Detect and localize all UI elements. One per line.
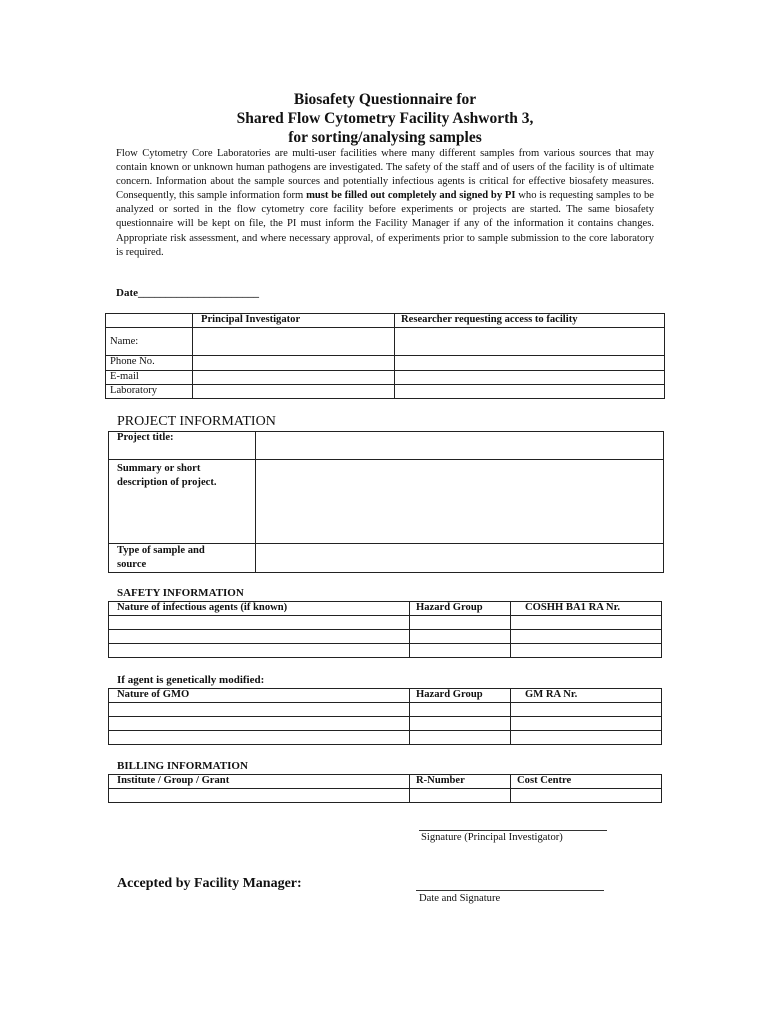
gm-ra-cell[interactable] [511, 703, 662, 717]
intro-text-2: who is requesting samples to be analyzed or sorted in the flow cytometry core facility before experiments or projects are started. The same biosafety questionnaire will be kept on file, the PI must inform the Facility Manager if any of the information it contains changes. Appropriate risk assessment, and where necessary approval, of experiments prior to sample submission to the core laboratory is required. [116, 190, 655, 258]
gmo-cell[interactable] [109, 731, 410, 745]
researcher-email-cell[interactable] [395, 371, 665, 385]
project-table [108, 431, 664, 573]
title-line-3: for sorting/analysing samples [288, 129, 482, 146]
agent-cell[interactable] [109, 616, 410, 630]
col-header-gm-ra: GM RA Nr. [511, 689, 662, 703]
gmo-cell[interactable] [109, 717, 410, 731]
sample-label-line-1: Type of sample and [117, 545, 205, 556]
safety-heading: SAFETY INFORMATION [117, 587, 244, 599]
title-line-2: Shared Flow Cytometry Facility Ashworth 3, [236, 110, 534, 127]
pi-signature-line[interactable] [419, 830, 607, 831]
agent-cell[interactable] [109, 644, 410, 658]
project-summary-label [109, 460, 256, 544]
gmo-table [108, 688, 662, 745]
researcher-phone-cell[interactable] [395, 356, 665, 371]
contact-table [105, 313, 665, 399]
gm-ra-cell[interactable] [511, 717, 662, 731]
hazard-cell[interactable] [410, 616, 511, 630]
gmo-hazard-cell[interactable] [410, 717, 511, 731]
billing-table [108, 774, 662, 803]
row-label-email: E-mail [106, 371, 193, 385]
coshh-cell[interactable] [511, 630, 662, 644]
safety-table [108, 601, 662, 658]
agent-cell[interactable] [109, 630, 410, 644]
pi-email-cell[interactable] [193, 371, 395, 385]
col-header-agents: Nature of infectious agents (if known) [109, 602, 410, 616]
sample-label-line-2: source [117, 559, 147, 570]
hazard-cell[interactable] [410, 630, 511, 644]
project-title-cell[interactable] [256, 432, 664, 460]
sample-type-label [109, 544, 256, 573]
rnumber-cell[interactable] [410, 789, 511, 803]
col-header-institute: Institute / Group / Grant [109, 775, 410, 789]
date-field[interactable]: Date______________________ [116, 287, 259, 299]
col-header-coshh: COSHH BA1 RA Nr. [511, 602, 662, 616]
institute-cell[interactable] [109, 789, 410, 803]
page-title [0, 90, 770, 147]
billing-heading: BILLING INFORMATION [117, 760, 248, 772]
pi-laboratory-cell[interactable] [193, 385, 395, 399]
hazard-cell[interactable] [410, 644, 511, 658]
col-header-hazard: Hazard Group [410, 602, 511, 616]
intro-text-bold: must be filled out completely and signed by PI [306, 190, 516, 202]
intro-paragraph [116, 147, 654, 260]
project-summary-cell[interactable] [256, 460, 664, 544]
sample-type-cell[interactable] [256, 544, 664, 573]
date-signature-label: Date and Signature [419, 893, 501, 904]
coshh-cell[interactable] [511, 644, 662, 658]
gmo-heading: If agent is genetically modified: [117, 674, 265, 686]
gm-ra-cell[interactable] [511, 731, 662, 745]
project-title-label: Project title: [109, 432, 256, 460]
col-header-gmo-hazard: Hazard Group [410, 689, 511, 703]
gmo-cell[interactable] [109, 703, 410, 717]
col-header-pi: Principal Investigator [193, 314, 395, 328]
title-line-1: Biosafety Questionnaire for [293, 91, 477, 108]
col-header-gmo: Nature of GMO [109, 689, 410, 703]
researcher-laboratory-cell[interactable] [395, 385, 665, 399]
row-label-name: Name: [106, 328, 193, 356]
researcher-name-cell[interactable] [395, 328, 665, 356]
summary-label-line-2: description of project. [117, 477, 217, 488]
intro-text-1: Flow Cytometry Core Laboratories are multi-user facilities where many different samples from various sources that may contain known or unknown human pathogens are investigated. The safety of the staff and of users of the facility is of ultimate concern. Information about the sample sources and potentially infectious agents is critical for effective biosafety measures. Consequently, this sample information form [116, 148, 654, 202]
cost-centre-cell[interactable] [511, 789, 662, 803]
col-header-researcher: Researcher requesting access to facility [395, 314, 665, 328]
col-header-cost-centre: Cost Centre [511, 775, 662, 789]
pi-phone-cell[interactable] [193, 356, 395, 371]
coshh-cell[interactable] [511, 616, 662, 630]
accepted-label: Accepted by Facility Manager: [117, 876, 302, 891]
gmo-hazard-cell[interactable] [410, 731, 511, 745]
gmo-hazard-cell[interactable] [410, 703, 511, 717]
pi-name-cell[interactable] [193, 328, 395, 356]
row-label-laboratory: Laboratory [106, 385, 193, 399]
pi-signature-label: Signature (Principal Investigator) [421, 832, 563, 843]
col-header-rnumber: R-Number [410, 775, 511, 789]
row-label-phone: Phone No. [106, 356, 193, 371]
summary-label-line-1: Summary or short [117, 463, 201, 474]
manager-signature-line[interactable] [416, 890, 604, 891]
contact-header-empty [106, 314, 193, 328]
project-heading: PROJECT INFORMATION [117, 414, 276, 429]
